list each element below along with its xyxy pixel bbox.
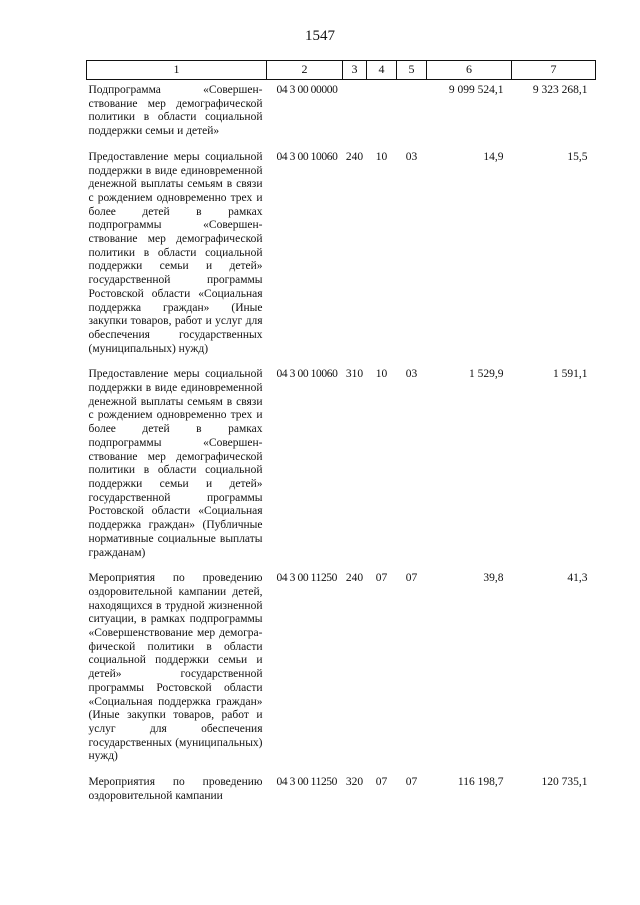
table-header — [87, 61, 596, 80]
row-target-code: 04 3 00 10060 — [276, 368, 338, 381]
header-col-3: 3 — [343, 61, 367, 80]
row-sum-col6: 1 529,9 — [469, 368, 504, 381]
row-description: Мероприятия по проведению оздоровительной кампании детей, находящихся в трудной жизненной ситуации, в рамках подпрограммы «Совершенствование мер демографической политики в области социальной поддержки семьи и детей» государственной программы Ростовской области «Социальная поддержка граждан» (Иные закупки товаров, работ и услуг для обеспечения государственных (муниципальных) нужд) — [88, 572, 263, 763]
row-expense-type: 240 — [345, 150, 364, 163]
table-body — [87, 80, 596, 812]
table-row — [87, 364, 596, 568]
header-col-5: 5 — [397, 61, 427, 80]
row-description: Мероприятия по проведению оздоровительной кампании — [88, 776, 263, 802]
header-col-7: 7 — [512, 61, 596, 80]
row-section — [367, 80, 397, 147]
page-number: 1547 — [305, 28, 335, 44]
row-sum-col6: 39,8 — [483, 572, 504, 585]
row-expense-type: 320 — [345, 776, 364, 789]
header-col-2: 2 — [267, 61, 343, 80]
row-expense-type — [343, 80, 367, 147]
row-section: 07 — [375, 572, 388, 585]
row-sum-col6: 116 198,7 — [457, 776, 504, 789]
row-sum-col6: 14,9 — [483, 150, 504, 163]
row-expense-type: 240 — [345, 572, 364, 585]
row-section: 07 — [375, 776, 388, 789]
row-subsection: 03 — [405, 150, 418, 163]
row-target-code: 04 3 00 11250 — [276, 572, 337, 585]
row-sum-col7: 1 591,1 — [553, 368, 588, 381]
row-sum-col7: 9 323 268,1 — [532, 84, 588, 96]
row-section: 10 — [375, 150, 388, 163]
table-row — [87, 772, 596, 811]
row-description: Предоставление меры социальной поддержки в виде единовременной денежной выплаты семьям в связи с рождением одновременно трех и более детей в рамках подпрограммы «Совершенствование мер демографической политики в области социальной поддержки семьи и детей» государственной программы Ростовской области «Социальная поддержка граждан» (Иные закупки товаров, работ и услуг для обеспечения государственных (муниципальных) нужд) — [88, 150, 263, 355]
table-row — [87, 147, 596, 365]
row-expense-type: 310 — [345, 368, 364, 381]
table-row — [87, 80, 596, 147]
header-row — [87, 61, 596, 80]
row-description: Подпрограмма «Совершенствование мер демографической политики в области социальной поддержки семьи и детей» — [88, 84, 263, 138]
row-target-code: 04 3 00 11250 — [276, 776, 337, 789]
row-subsection: 07 — [405, 776, 418, 789]
row-subsection: 03 — [405, 368, 418, 381]
row-target-code: 04 3 00 00000 — [276, 84, 338, 96]
header-col-4: 4 — [367, 61, 397, 80]
row-subsection — [397, 80, 427, 147]
row-sum-col6: 9 099 524,1 — [448, 84, 504, 96]
row-sum-col7: 15,5 — [567, 150, 588, 163]
budget-table — [86, 60, 596, 811]
row-target-code: 04 3 00 10060 — [276, 150, 338, 163]
row-section: 10 — [375, 368, 388, 381]
row-description: Предоставление меры социальной поддержки в виде единовременной денежной выплаты семьям в связи с рождением одновременно трех и более детей в рамках подпрограммы «Совершенствование мер демографической политики в области социальной поддержки семьи и детей» государственной программы Ростовской области «Социальная поддержка граждан» (Публичные нормативные социальные выплаты гражданам) — [88, 368, 263, 559]
row-subsection: 07 — [405, 572, 418, 585]
row-sum-col7: 120 735,1 — [541, 776, 588, 789]
header-col-1: 1 — [87, 61, 267, 80]
row-sum-col7: 41,3 — [567, 572, 588, 585]
header-col-6: 6 — [427, 61, 512, 80]
table-row — [87, 568, 596, 772]
